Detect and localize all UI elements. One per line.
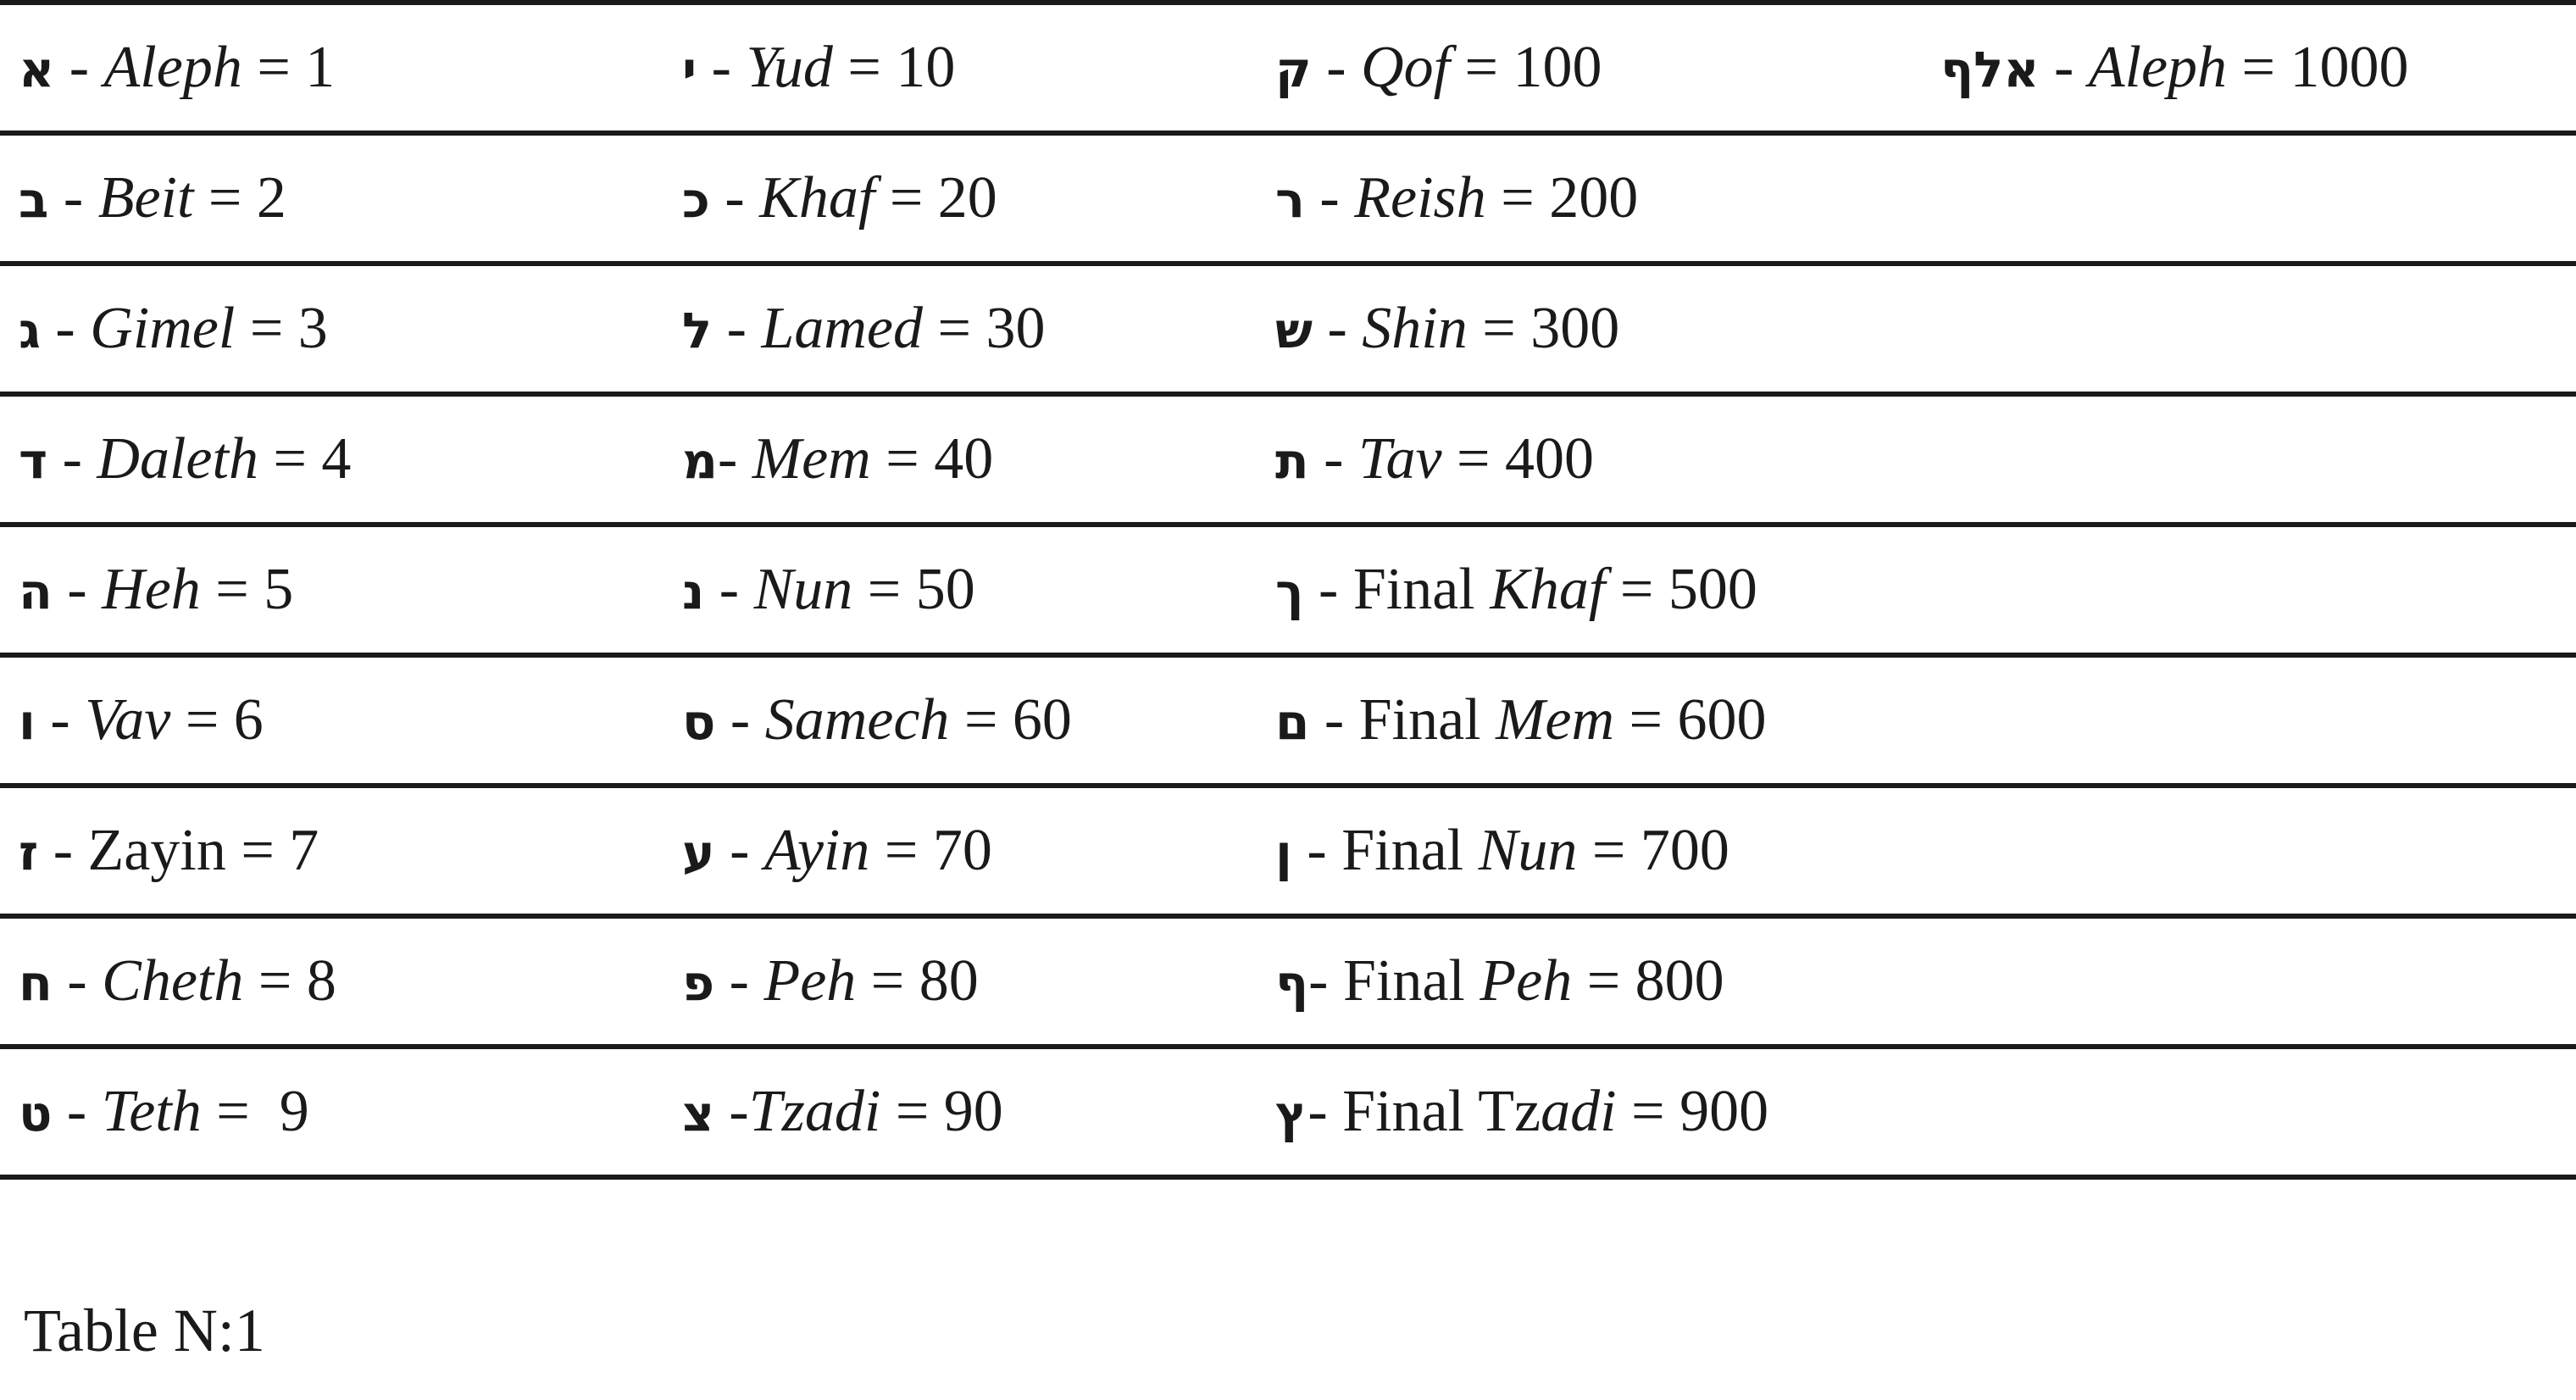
cell-text: - — [48, 165, 98, 231]
table-cell — [19, 397, 351, 522]
cell-text: = 600 — [1614, 687, 1767, 753]
cell-text: - — [1311, 35, 1362, 100]
cell-text: - — [1308, 426, 1358, 492]
cell-text: = 80 — [856, 948, 979, 1014]
table-cell — [19, 527, 293, 653]
hebrew-letter: ך — [1275, 563, 1304, 620]
table-cell — [1275, 919, 1724, 1044]
letter-name: Tzadi — [748, 1079, 881, 1144]
letter-name: Qof — [1361, 35, 1451, 100]
table-row — [0, 788, 2576, 919]
cell-text: - — [714, 818, 764, 883]
cell-text: = 900 — [1616, 1079, 1769, 1144]
cell-text: = 500 — [1605, 557, 1757, 622]
cell-text: = 20 — [874, 165, 997, 231]
letter-name: Mem — [752, 426, 871, 492]
cell-text: - Final — [1303, 557, 1491, 622]
table-cell — [1275, 658, 1767, 783]
hebrew-letter: ץ — [1275, 1085, 1308, 1142]
letter-name: Nun — [753, 557, 853, 622]
letter-name: Beit — [97, 165, 194, 231]
cell-text: - Zayin = 7 — [38, 818, 319, 883]
letter-name: Aleph — [103, 35, 242, 100]
table-cell — [682, 397, 993, 522]
table-cell — [1275, 527, 1757, 653]
hebrew-letter: ל — [682, 302, 713, 359]
cell-text: = 6 — [170, 687, 264, 753]
letter-name: Tav — [1357, 426, 1442, 492]
hebrew-letter: י — [682, 41, 697, 98]
cell-text: - — [717, 426, 752, 492]
cell-text: = 30 — [922, 296, 1046, 361]
hebrew-letter: ו — [19, 693, 36, 751]
table-caption: Table N:1 — [24, 1297, 265, 1364]
table-cell — [682, 919, 979, 1044]
cell-text: - Final — [1308, 948, 1480, 1014]
cell-text: = 9 — [201, 1079, 309, 1144]
hebrew-letter: נ — [682, 563, 705, 620]
letter-name: Samech — [764, 687, 950, 753]
table-row — [0, 919, 2576, 1049]
cell-text: - Final — [1291, 818, 1479, 883]
table-cell — [1275, 1049, 1768, 1175]
hebrew-letter: ף — [1275, 954, 1309, 1012]
table-cell — [19, 1049, 309, 1175]
table-row — [0, 397, 2576, 527]
letter-name: Daleth — [97, 426, 258, 492]
cell-text: - — [1312, 296, 1363, 361]
cell-text: = 100 — [1450, 35, 1602, 100]
hebrew-letter: ז — [19, 824, 39, 881]
cell-text: - — [715, 687, 765, 753]
cell-text: - — [52, 948, 103, 1014]
table-cell — [19, 5, 335, 131]
cell-text: = 10 — [832, 35, 956, 100]
hebrew-letter: ג — [19, 302, 41, 359]
letter-name: Teth — [101, 1079, 202, 1144]
table-cell — [1275, 397, 1594, 522]
letter-name: Khaf — [759, 165, 875, 231]
table-cell — [19, 266, 328, 392]
letter-name: Heh — [102, 557, 201, 622]
cell-text: - — [47, 426, 97, 492]
hebrew-letter: ד — [19, 432, 48, 490]
cell-text: = 8 — [243, 948, 336, 1014]
cell-text: - — [709, 165, 760, 231]
hebrew-letter: א — [19, 41, 55, 98]
hebrew-letter: אלף — [1940, 41, 2040, 98]
cell-text: - — [713, 1079, 749, 1144]
hebrew-letter: ב — [19, 171, 49, 229]
hebrew-letter: ר — [1275, 171, 1305, 229]
cell-text: - — [54, 35, 104, 100]
hebrew-letter: צ — [682, 1085, 714, 1142]
table-cell — [682, 266, 1045, 392]
hebrew-letter: ן — [1275, 824, 1292, 881]
letter-name: Peh — [763, 948, 857, 1014]
hebrew-letter: ק — [1275, 41, 1312, 98]
cell-text: - — [697, 35, 747, 100]
table-cell — [19, 658, 264, 783]
cell-text: = 70 — [869, 818, 992, 883]
table-cell — [682, 527, 975, 653]
table-row — [0, 527, 2576, 658]
cell-text: = 800 — [1572, 948, 1724, 1014]
table-cell — [1940, 5, 2409, 131]
cell-text: = 3 — [235, 296, 328, 361]
hebrew-letter: ט — [19, 1085, 53, 1142]
table-cell — [19, 919, 336, 1044]
cell-text: = 5 — [200, 557, 294, 622]
hebrew-letter: ת — [1275, 432, 1309, 490]
cell-text: = 60 — [949, 687, 1072, 753]
table-row — [0, 136, 2576, 266]
cell-text: - — [714, 948, 764, 1014]
hebrew-letter: ה — [19, 563, 53, 620]
hebrew-letter: ס — [682, 693, 716, 751]
letter-name: Peh — [1480, 948, 1573, 1014]
hebrew-letter: כ — [682, 171, 710, 229]
table-cell — [1275, 788, 1729, 914]
cell-text: - — [52, 1079, 102, 1144]
cell-text: = 2 — [193, 165, 286, 231]
hebrew-letter: ם — [1275, 693, 1310, 751]
cell-text: = 1 — [242, 35, 336, 100]
cell-text: - — [712, 296, 762, 361]
letter-name: Ayin — [763, 818, 870, 883]
letter-name: Yud — [746, 35, 833, 100]
table-cell — [1275, 5, 1602, 131]
cell-text: - — [35, 687, 86, 753]
table-cell — [19, 136, 286, 261]
cell-text: = 4 — [258, 426, 352, 492]
table-cell — [682, 1049, 1003, 1175]
cell-text: - — [2039, 35, 2089, 100]
table-row — [0, 1049, 2576, 1180]
cell-text: = 50 — [852, 557, 975, 622]
letter-name: Gimel — [90, 296, 236, 361]
cell-text: - — [1304, 165, 1355, 231]
table-cell — [19, 788, 319, 914]
hebrew-letter: ח — [19, 954, 53, 1012]
letter-name: Khaf — [1490, 557, 1606, 622]
table-cell — [1275, 266, 1619, 392]
cell-text: = 200 — [1485, 165, 1639, 231]
cell-text: = 90 — [880, 1079, 1003, 1144]
table-cell — [682, 136, 997, 261]
cell-text: = 1000 — [2227, 35, 2409, 100]
letter-name: Mem — [1496, 687, 1615, 753]
cell-text: = 400 — [1441, 426, 1594, 492]
table-cell — [1275, 136, 1638, 261]
cell-text: - — [52, 557, 103, 622]
table-row — [0, 5, 2576, 136]
hebrew-letter: ש — [1275, 302, 1313, 359]
table-row — [0, 266, 2576, 397]
cell-text: - — [40, 296, 91, 361]
letter-name: Vav — [85, 687, 171, 753]
letter-name: Cheth — [102, 948, 244, 1014]
cell-text: - Final — [1309, 687, 1496, 753]
table-cell — [682, 788, 992, 914]
cell-text: - — [704, 557, 754, 622]
table-cell — [682, 5, 955, 131]
hebrew-letter: מ — [682, 432, 718, 490]
hebrew-letter: ע — [682, 824, 715, 881]
letter-name: adi — [1541, 1079, 1617, 1144]
table-row — [0, 658, 2576, 788]
letter-name: Lamed — [761, 296, 923, 361]
cell-text: = 700 — [1577, 818, 1729, 883]
cell-text: = 40 — [870, 426, 994, 492]
cell-text: - Final Tz — [1307, 1079, 1541, 1144]
hebrew-letter: פ — [682, 954, 715, 1012]
letter-name: Reish — [1354, 165, 1486, 231]
table-cell — [682, 658, 1072, 783]
letter-name: Shin — [1362, 296, 1468, 361]
cell-text: = 300 — [1467, 296, 1620, 361]
letter-name: Nun — [1478, 818, 1578, 883]
letter-name: Aleph — [2088, 35, 2228, 100]
